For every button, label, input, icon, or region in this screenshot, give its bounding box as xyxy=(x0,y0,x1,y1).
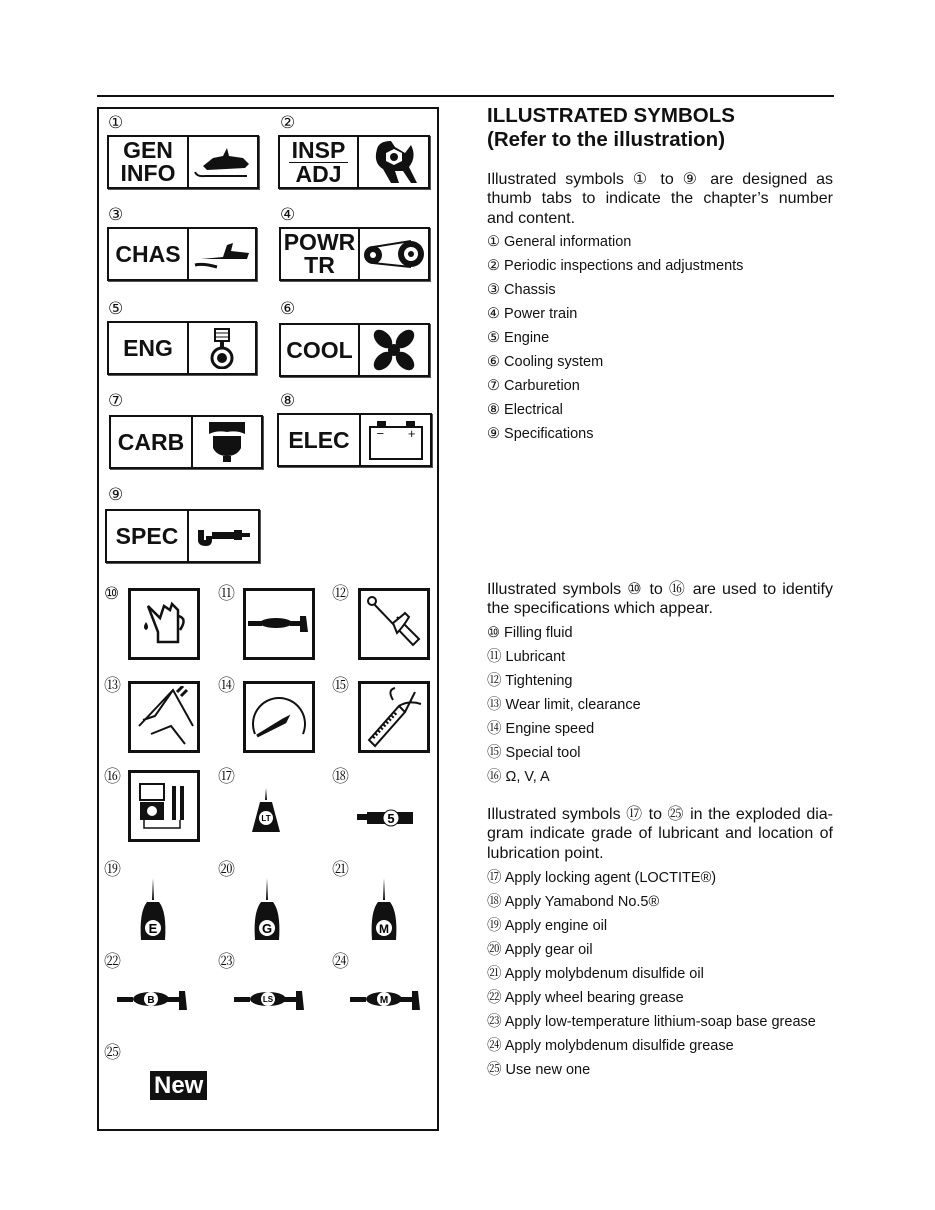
section-intro xyxy=(487,170,833,228)
micrometer-icon xyxy=(189,511,258,561)
intro-line: Illustrated symbols ⑰ to ㉕ in the exploded dia- xyxy=(487,806,833,823)
legend-item: ② Periodic inspections and adjustments xyxy=(487,258,744,274)
symbol-number: ㉒ xyxy=(104,952,121,971)
tab-label: ELEC xyxy=(288,426,350,453)
grease-mark: LS xyxy=(262,995,274,1004)
tab-powr-tr xyxy=(279,227,430,281)
grease-gun-icon xyxy=(350,988,424,1017)
symbol-number: ⑯ xyxy=(104,767,121,786)
symbol-number: ⑥ xyxy=(280,299,296,318)
tab-gen-info xyxy=(107,135,259,189)
legend-item: ㉑ Apply molybdenum disulfide oil xyxy=(487,966,704,982)
tab-label: COOL xyxy=(286,336,353,363)
legend-item: ⑥ Cooling system xyxy=(487,354,604,370)
symbol-number: ⑪ xyxy=(218,584,235,603)
symbol-number: ① xyxy=(108,113,124,132)
tab-label: ENG xyxy=(123,334,173,361)
legend-item: ① General information xyxy=(487,234,632,250)
symbol-number: ⑱ xyxy=(332,767,349,786)
legend-item: ③ Chassis xyxy=(487,282,556,298)
symbol-number: ㉔ xyxy=(332,952,349,971)
title-line: ILLUSTRATED SYMBOLS xyxy=(487,104,735,127)
legend-item: ⑰ Apply locking agent (LOCTITE®) xyxy=(487,870,717,886)
section-intro xyxy=(487,805,833,863)
legend-item: ⑲ Apply engine oil xyxy=(487,918,608,934)
battery-minus: − xyxy=(376,426,385,441)
legend-item: ⑨ Specifications xyxy=(487,426,594,442)
bottle-mark: G xyxy=(261,921,273,936)
intro-line: the specifications which appear. xyxy=(487,600,713,618)
legend-item: ㉔ Apply molybdenum disulfide grease xyxy=(487,1038,734,1054)
tab-chas xyxy=(107,227,257,281)
tab-label: CHAS xyxy=(115,240,181,267)
intro-line: Illustrated symbols ① to ⑨ are designed as xyxy=(487,171,833,188)
wrench-nut-icon xyxy=(359,137,428,187)
multimeter-icon xyxy=(128,770,200,842)
symbol-number: ⑭ xyxy=(218,676,235,695)
title-line: (Refer to the illustration) xyxy=(487,128,726,151)
tab-eng xyxy=(107,321,257,375)
grease-mark: B xyxy=(147,995,155,1006)
tachometer-icon xyxy=(243,681,315,753)
legend-item: ㉕ Use new one xyxy=(487,1062,591,1078)
tab-carb xyxy=(109,415,263,469)
bottle-mark: M xyxy=(379,922,389,936)
symbol-number: ⑤ xyxy=(108,299,124,318)
battery-plus: + xyxy=(407,426,416,441)
symbol-number: ⑲ xyxy=(104,860,121,879)
legend-item: ⑯ Ω, V, A xyxy=(487,769,550,785)
grease-gun-icon xyxy=(234,988,308,1017)
tube-mark: 5 xyxy=(387,811,395,826)
top-rule xyxy=(97,95,834,97)
oil-bottle-icon xyxy=(253,878,281,947)
section-intro xyxy=(487,580,833,619)
bottle-mark: E xyxy=(148,921,158,936)
grease-gun-icon xyxy=(117,988,191,1017)
symbol-number: ㉓ xyxy=(218,952,235,971)
battery-icon xyxy=(361,415,430,465)
tab-label: POWR xyxy=(283,229,356,255)
piston-icon xyxy=(189,323,255,373)
legend-item: ㉒ Apply wheel bearing grease xyxy=(487,990,684,1006)
grease-gun-icon xyxy=(243,588,315,660)
symbol-number: ⑩ xyxy=(104,584,120,603)
symbol-number: ⑮ xyxy=(332,676,349,695)
legend-item: ⑪ Lubricant xyxy=(487,649,566,665)
fan-icon xyxy=(360,325,428,375)
grease-mark: M xyxy=(379,995,389,1006)
symbol-number: ③ xyxy=(108,205,124,224)
tab-label: INFO xyxy=(120,160,176,186)
legend-item: ⑩ Filling fluid xyxy=(487,625,573,641)
sealant-tube-icon xyxy=(357,806,413,833)
tab-insp-adj xyxy=(278,135,430,189)
tab-label: ADJ xyxy=(295,160,342,187)
caliper-icon xyxy=(128,681,200,753)
intro-line: and content. xyxy=(487,209,576,227)
tab-label: SPEC xyxy=(115,522,179,549)
intro-line: Illustrated symbols ⑩ to ⑯ are used to identify xyxy=(487,581,833,598)
ski-chassis-icon xyxy=(189,229,255,279)
tab-label: TR xyxy=(304,252,335,278)
symbol-number: ㉕ xyxy=(104,1043,121,1062)
symbol-number: ㉑ xyxy=(332,860,349,879)
legend-item: ⑭ Engine speed xyxy=(487,721,595,737)
symbol-number: ⑨ xyxy=(108,485,124,504)
symbol-number: ⑧ xyxy=(280,391,296,410)
special-tool-icon xyxy=(358,681,430,753)
oil-bottle-icon xyxy=(370,878,398,947)
legend-item: ⑫ Tightening xyxy=(487,673,573,689)
new-label: New xyxy=(150,1071,207,1100)
symbol-number: ⑰ xyxy=(218,767,235,786)
legend-item: ⑬ Wear limit, clearance xyxy=(487,697,641,713)
legend-item: ⑦ Carburetion xyxy=(487,378,580,394)
tab-spec xyxy=(105,509,260,563)
legend-item: ⑧ Electrical xyxy=(487,402,563,418)
carburetor-icon xyxy=(193,417,261,467)
snowmobile-icon xyxy=(189,137,257,187)
torque-wrench-icon xyxy=(358,588,430,660)
oil-can-icon xyxy=(128,588,200,660)
locking-agent-bottle-icon xyxy=(250,788,282,839)
legend-item: ④ Power train xyxy=(487,306,578,322)
intro-line: lubrication point. xyxy=(487,844,604,862)
symbol-number: ⑳ xyxy=(218,860,235,879)
symbol-number: ② xyxy=(280,113,296,132)
symbol-number: ⑦ xyxy=(108,391,124,410)
page-title xyxy=(487,104,735,152)
intro-line: gram indicate grade of lubricant and location of xyxy=(487,825,833,843)
tab-elec xyxy=(277,413,432,467)
symbol-number: ④ xyxy=(280,205,296,224)
symbol-number: ⑬ xyxy=(104,676,121,695)
tab-label: GEN xyxy=(123,137,173,163)
legend-item: ⑱ Apply Yamabond No.5® xyxy=(487,894,660,910)
intro-line: thumb tabs to indicate the chapter’s number xyxy=(487,190,833,208)
tab-label: INSP xyxy=(289,139,349,163)
belt-pulley-icon xyxy=(360,229,428,279)
legend-item: ⑳ Apply gear oil xyxy=(487,942,593,958)
tab-cool xyxy=(279,323,430,377)
oil-bottle-icon xyxy=(139,878,167,947)
tab-label: CARB xyxy=(117,428,185,455)
legend-item: ⑤ Engine xyxy=(487,330,550,346)
bottle-mark: LT xyxy=(261,814,271,823)
legend-item: ㉓ Apply low-temperature lithium-soap base grease xyxy=(487,1014,816,1030)
legend-item: ⑮ Special tool xyxy=(487,745,581,761)
symbol-number: ⑫ xyxy=(332,584,349,603)
